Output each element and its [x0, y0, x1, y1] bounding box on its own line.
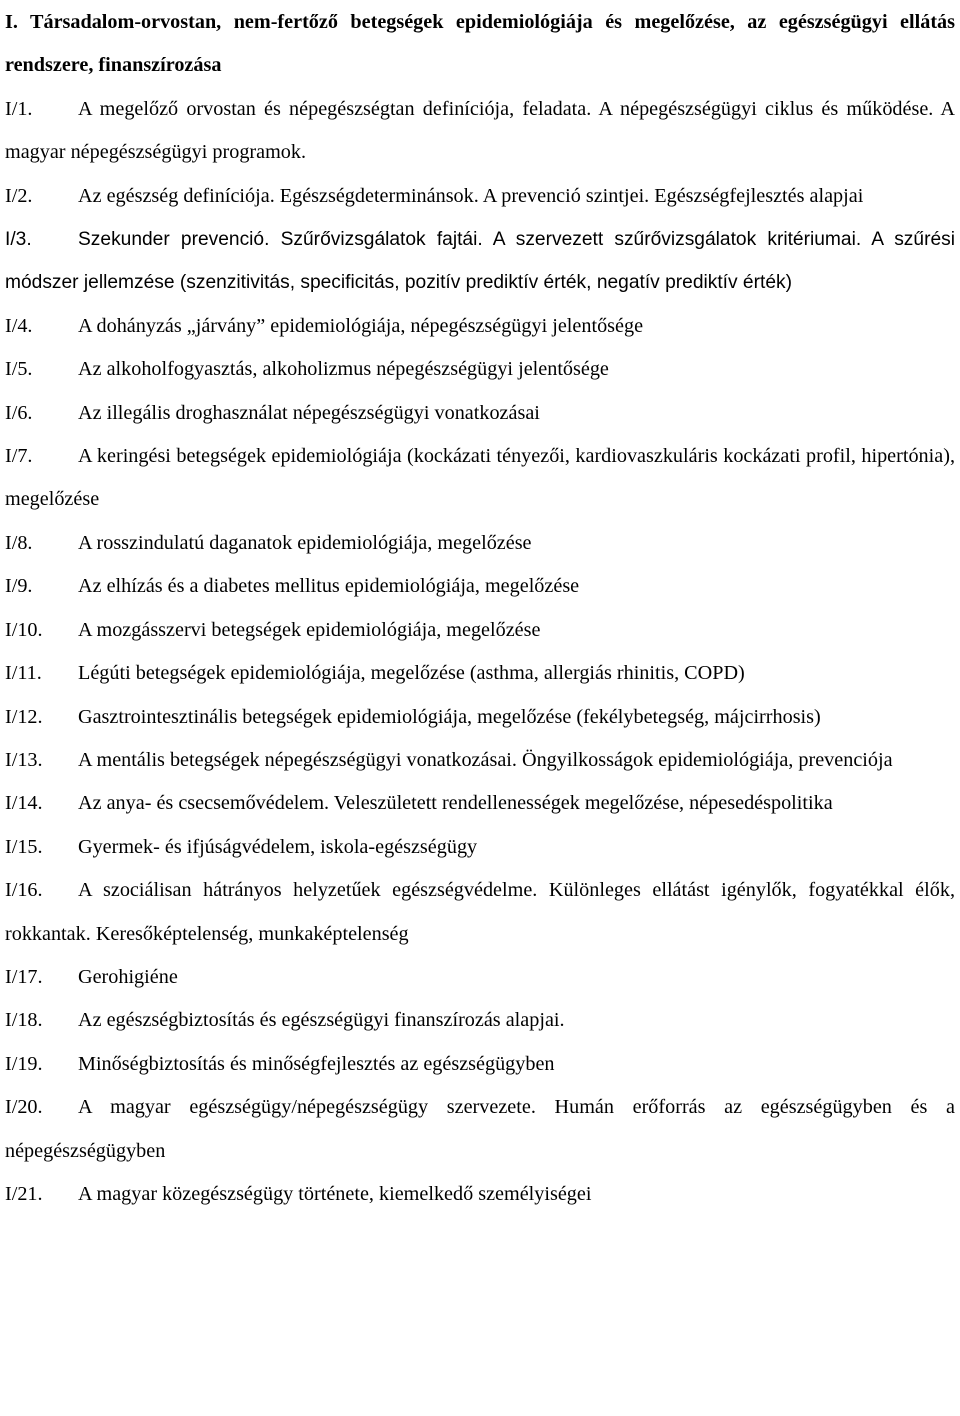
list-item — [5, 348, 955, 391]
topic-list — [5, 88, 955, 1217]
item-text: A mozgásszervi betegségek epidemiológiája, megelőzése — [78, 618, 541, 641]
item-number: I/12. — [5, 705, 43, 728]
section-heading: I. Társadalom-orvostan, nem-fertőző betegségek epidemiológiája és megelőzése, az egészségügyi ellátás rendszere, finanszírozása — [5, 11, 955, 77]
item-text: Az egészségbiztosítás és egészségügyi finanszírozás alapjai. — [78, 1009, 565, 1032]
item-text: A magyar közegészségügy története, kiemelkedő személyiségei — [78, 1182, 592, 1205]
item-number: I/6. — [5, 401, 33, 424]
item-text: Gasztrointesztinális betegségek epidemiológiája, megelőzése (fekélybetegség, májcirrhosis) — [78, 705, 821, 728]
item-number: I/8. — [5, 531, 33, 554]
list-item — [5, 218, 955, 305]
list-item — [5, 782, 955, 825]
item-text: A keringési betegségek epidemiológiája (kockázati tényezői, kardiovaszkuláris kockázati profil, hipertónia), megelőzése — [5, 445, 955, 511]
item-text: Az alkoholfogyasztás, alkoholizmus népegészségügyi jelentősége — [78, 358, 609, 381]
item-text: A megelőző orvostan és népegészségtan definíciója, feladata. A népegészségügyi ciklus és működése. A magyar népegészségügyi programok. — [5, 97, 955, 164]
list-item — [5, 392, 955, 435]
list-item — [5, 739, 955, 782]
item-text: A szociálisan hátrányos helyzetűek egészségvédelme. Különleges ellátást igénylők, fogyatékkal élők, rokkantak. Keresőképtelenség, munkaképtelenség — [5, 879, 955, 945]
item-number: I/21. — [5, 1182, 43, 1205]
list-item — [5, 175, 955, 218]
list-item — [5, 1043, 955, 1086]
item-text: A rosszindulatú daganatok epidemiológiája, megelőzése — [78, 531, 532, 554]
list-item — [5, 999, 955, 1042]
item-text: Az illegális droghasználat népegészségügyi vonatkozásai — [78, 401, 540, 424]
item-number: I/4. — [5, 314, 33, 337]
item-text: A mentális betegségek népegészségügyi vonatkozásai. Öngyilkosságok epidemiológiája, prevenciója — [78, 748, 893, 771]
item-text: A magyar egészségügy/népegészségügy szervezete. Humán erőforrás az egészségügyben és a népegészségügyben — [5, 1096, 955, 1162]
item-number: I/5. — [5, 358, 33, 381]
list-item — [5, 88, 955, 175]
list-item — [5, 869, 955, 956]
item-number: I/13. — [5, 748, 43, 771]
list-item — [5, 609, 955, 652]
item-text: Minőségbiztosítás és minőségfejlesztés az egészségügyben — [78, 1052, 555, 1075]
list-item — [5, 956, 955, 999]
item-number: I/19. — [5, 1052, 43, 1075]
list-item — [5, 522, 955, 565]
item-number: I/16. — [5, 879, 43, 902]
list-item — [5, 565, 955, 608]
item-number: I/9. — [5, 575, 33, 598]
item-number: I/15. — [5, 835, 43, 858]
list-item — [5, 1173, 955, 1216]
item-text: Szekunder prevenció. Szűrővizsgálatok fajtái. A szervezett szűrővizsgálatok kritériumai. A szűrési módszer jellemzése (szenzitivitás, specificitás, pozitív prediktív érték, negatív prediktív érték) — [5, 229, 955, 294]
item-number: I/18. — [5, 1009, 43, 1032]
item-text: A dohányzás „járvány” epidemiológiája, népegészségügyi jelentősége — [78, 314, 644, 337]
item-text: Az egészség definíciója. Egészségdeterminánsok. A prevenció szintjei. Egészségfejlesztés alapjai — [78, 184, 864, 207]
item-number: I/20. — [5, 1096, 43, 1119]
list-item — [5, 696, 955, 739]
item-number: I/7. — [5, 445, 33, 468]
list-item — [5, 652, 955, 695]
item-number: I/3. — [5, 229, 32, 251]
document-page — [5, 0, 955, 1216]
item-number: I/11. — [5, 662, 42, 685]
item-number: I/2. — [5, 184, 33, 207]
list-item — [5, 305, 955, 348]
list-item — [5, 435, 955, 522]
item-number: I/14. — [5, 792, 43, 815]
item-text: Légúti betegségek epidemiológiája, megelőzése (asthma, allergiás rhinitis, COPD) — [78, 662, 745, 685]
item-number: I/10. — [5, 618, 43, 641]
item-text: Az elhízás és a diabetes mellitus epidemiológiája, megelőzése — [78, 575, 580, 598]
item-text: Az anya- és csecsemővédelem. Veleszületett rendellenességek megelőzése, népesedéspolitika — [78, 792, 833, 815]
list-item — [5, 826, 955, 869]
item-text: Gyermek- és ifjúságvédelem, iskola-egészségügy — [78, 835, 478, 858]
list-item — [5, 1086, 955, 1173]
item-number: I/17. — [5, 965, 43, 988]
item-text: Gerohigiéne — [78, 965, 178, 988]
item-number: I/1. — [5, 97, 33, 120]
